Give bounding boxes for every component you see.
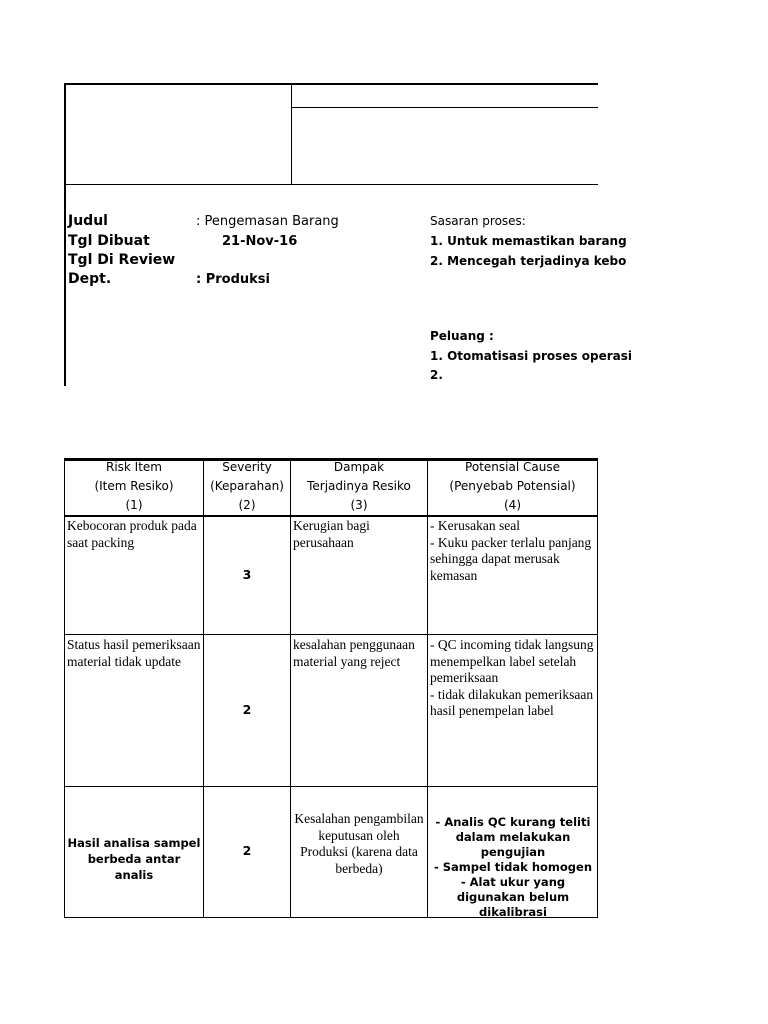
column-header-risk-item: Risk Item (Item Resiko) (1): [94, 460, 174, 512]
sasaran-item-1: 1. Untuk memastikan barang: [430, 234, 627, 248]
column-header-severity: Severity (Keparahan) (2): [210, 460, 284, 512]
column-header-dampak: Dampak Terjadinya Resiko (3): [307, 460, 411, 512]
sasaran-title: Sasaran proses:: [430, 214, 526, 228]
table-col-left: [64, 458, 65, 918]
peluang-title: Peluang :: [430, 329, 494, 343]
dept-value: : Produksi: [196, 272, 270, 287]
row1-potensial-cause: - Kerusakan seal - Kuku packer terlalu panjang sehingga dapat merusak kemasan: [430, 518, 592, 583]
table-col-divider-2: [290, 458, 291, 918]
row3-severity: 2: [242, 843, 252, 858]
tgl-dibuat-value: 21-Nov-16: [222, 234, 298, 249]
row2-potensial-cause: - QC incoming tidak langsung menempelkan label setelah pemeriksaan - tidak dilakukan pemeriksaan hasil penempelan label: [430, 637, 594, 718]
tgl-review-label: Tgl Di Review: [68, 252, 176, 268]
table-col-right: [597, 458, 598, 918]
row2-dampak: kesalahan penggunaan material yang reject: [293, 637, 415, 669]
row3-potensial-cause: - Analis QC kurang teliti dalam melakukan pengujian - Sampel tidak homogen - Alat ukur yang digunakan belum dikalibrasi: [433, 815, 593, 919]
table-row1-bottom: [64, 634, 598, 635]
row2-severity: 2: [242, 702, 252, 717]
header-title-divider: [291, 107, 598, 108]
judul-label: Judul: [68, 213, 108, 229]
row3-dampak: Kesalahan pengambilan keputusan oleh Produksi (karena data berbeda): [294, 811, 424, 876]
tgl-dibuat-label: Tgl Dibuat: [68, 233, 150, 249]
header-top-border: [64, 83, 598, 85]
dept-label: Dept.: [68, 271, 112, 287]
table-header-bottom: [64, 515, 598, 517]
peluang-item-2: 2.: [430, 368, 443, 382]
header-logo-divider: [291, 84, 292, 185]
column-header-potensial-cause: Potensial Cause (Penyebab Potensial) (4): [449, 460, 576, 512]
header-left-border: [64, 83, 66, 386]
sasaran-item-2: 2. Mencegah terjadinya kebo: [430, 254, 627, 268]
row3-risk-item: Hasil analisa sampel berbeda antar analis: [67, 836, 201, 882]
row1-dampak: Kerugian bagi perusahaan: [293, 518, 370, 550]
judul-value: : Pengemasan Barang: [196, 214, 339, 229]
header-bottom-border: [64, 184, 598, 185]
row1-severity: 3: [242, 567, 252, 582]
row2-risk-item: Status hasil pemeriksaan material tidak update: [67, 637, 201, 669]
row1-risk-item: Kebocoran produk pada saat packing: [67, 518, 197, 550]
peluang-item-1: 1. Otomatisasi proses operasi: [430, 349, 632, 363]
table-col-divider-3: [427, 458, 428, 918]
table-row2-bottom: [64, 786, 598, 787]
